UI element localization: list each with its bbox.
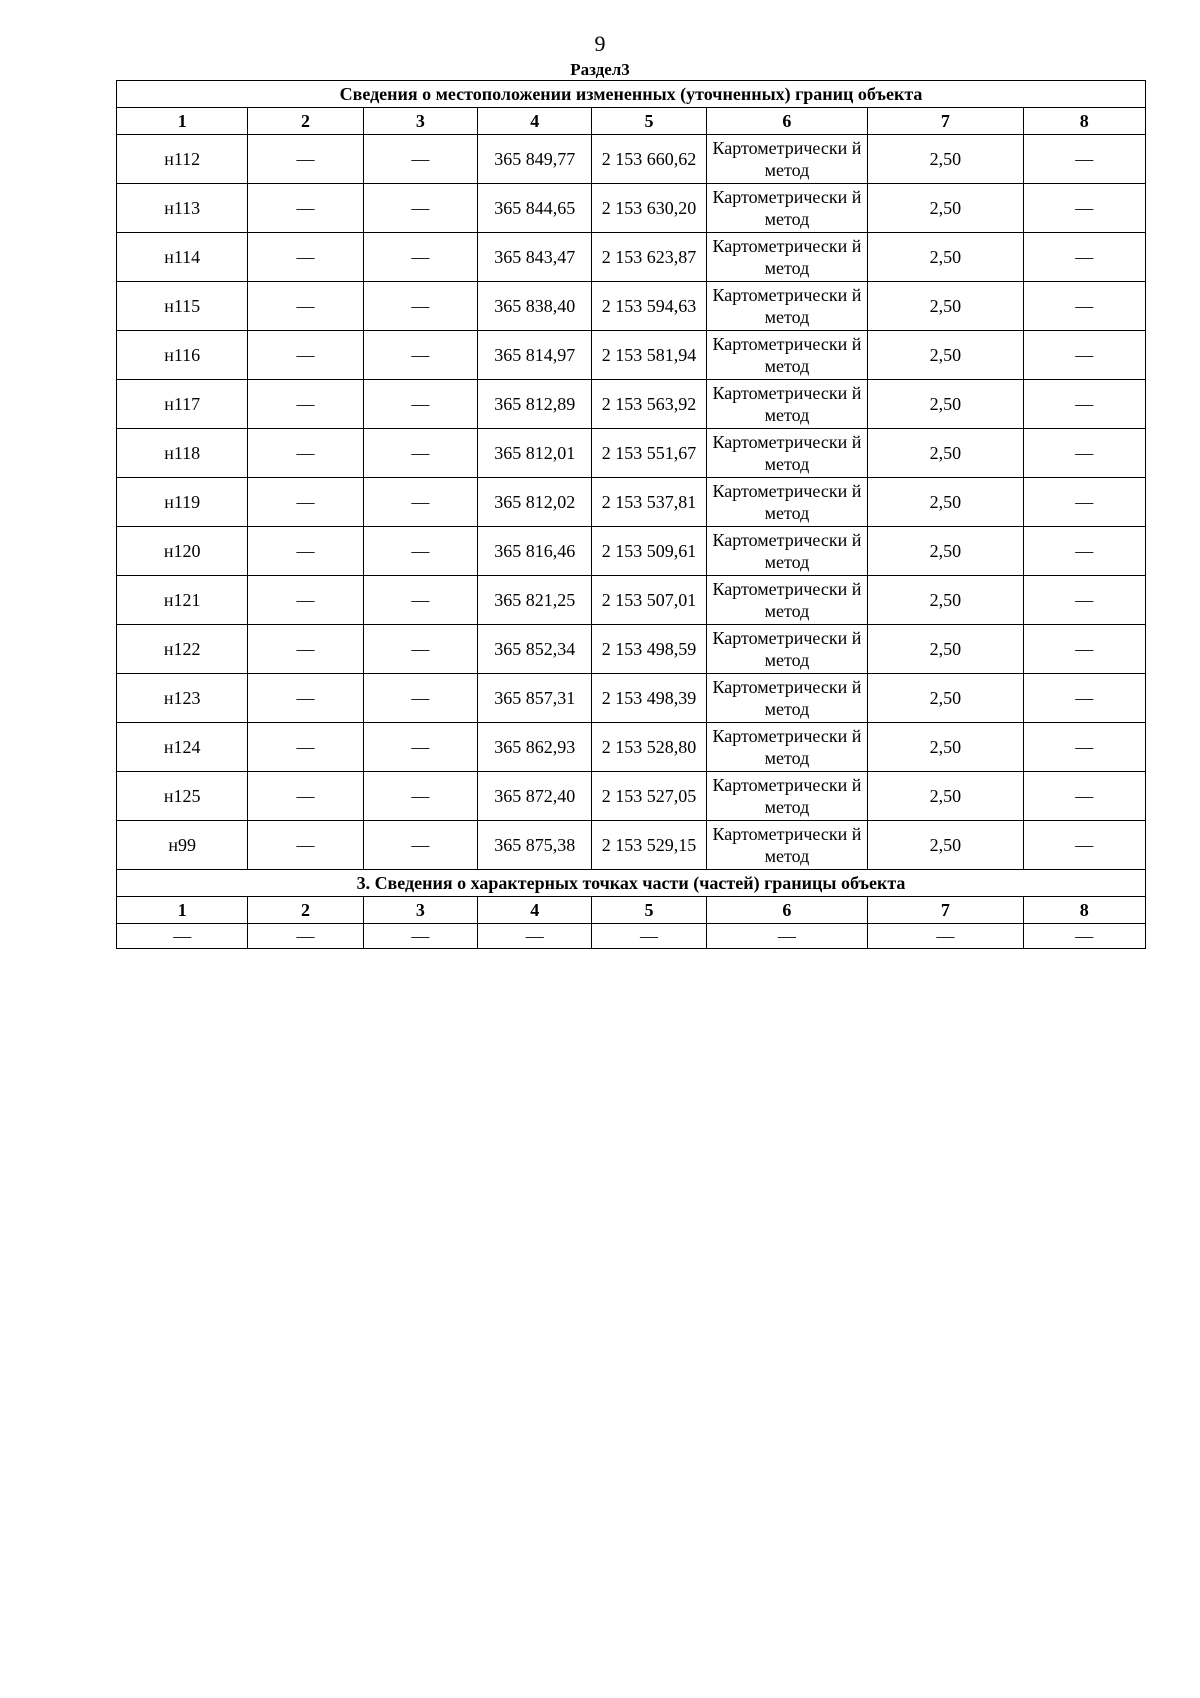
column-header: 2 — [248, 897, 363, 924]
table-cell: — — [1023, 527, 1145, 576]
table-cell: — — [706, 924, 867, 949]
table-cell: Картометрически й метод — [706, 233, 867, 282]
table-heading-changed-boundaries-cell: Сведения о местоположении измененных (уточненных) границ объекта — [117, 81, 1146, 108]
table-cell: 2,50 — [868, 625, 1023, 674]
table-cell: — — [1023, 135, 1145, 184]
table-cell: — — [248, 772, 363, 821]
table-cell: Картометрически й метод — [706, 625, 867, 674]
table-row — [117, 625, 1146, 674]
table-cell: 2 153 563,92 — [592, 380, 706, 429]
table-cell: — — [363, 723, 477, 772]
table-cell: Картометрически й метод — [706, 429, 867, 478]
column-header: 2 — [248, 108, 363, 135]
table-cell: н114 — [117, 233, 248, 282]
table-cell: — — [248, 380, 363, 429]
table-cell: — — [1023, 184, 1145, 233]
table-cell: — — [478, 924, 592, 949]
table-cell: — — [248, 527, 363, 576]
table-cell: — — [1023, 723, 1145, 772]
table-cell: н121 — [117, 576, 248, 625]
table-cell: 365 857,31 — [478, 674, 592, 723]
table-cell: 2 153 551,67 — [592, 429, 706, 478]
table-cell: — — [363, 625, 477, 674]
column-header: 1 — [117, 108, 248, 135]
table-cell: н119 — [117, 478, 248, 527]
table-cell: Картометрически й метод — [706, 331, 867, 380]
table-cell: н124 — [117, 723, 248, 772]
table-row — [117, 576, 1146, 625]
table-cell: н99 — [117, 821, 248, 870]
table-row — [117, 380, 1146, 429]
table-cell: — — [1023, 772, 1145, 821]
table-cell: 2 153 528,80 — [592, 723, 706, 772]
table-cell: 365 838,40 — [478, 282, 592, 331]
boundary-points-table — [116, 80, 1146, 949]
table-cell: — — [1023, 576, 1145, 625]
table-cell: Картометрически й метод — [706, 282, 867, 331]
table-cell: Картометрически й метод — [706, 135, 867, 184]
table-cell: — — [248, 135, 363, 184]
table-cell: н118 — [117, 429, 248, 478]
table-cell: — — [1023, 282, 1145, 331]
table-cell: — — [1023, 233, 1145, 282]
table-cell: 2,50 — [868, 282, 1023, 331]
column-header: 5 — [592, 897, 706, 924]
table-cell: 2 153 498,39 — [592, 674, 706, 723]
table-cell: н117 — [117, 380, 248, 429]
table-cell: 2,50 — [868, 723, 1023, 772]
table-row — [117, 674, 1146, 723]
table-row — [117, 527, 1146, 576]
column-header: 4 — [478, 108, 592, 135]
table-cell: — — [248, 924, 363, 949]
table-cell: н125 — [117, 772, 248, 821]
table-cell: — — [117, 924, 248, 949]
table-cell: 2,50 — [868, 527, 1023, 576]
table-cell: — — [363, 478, 477, 527]
table-cell: 365 875,38 — [478, 821, 592, 870]
column-number-row — [117, 108, 1146, 135]
table-cell: — — [363, 380, 477, 429]
table-cell: 2,50 — [868, 184, 1023, 233]
table-cell: 2,50 — [868, 674, 1023, 723]
section-title: Раздел3 — [570, 60, 630, 79]
table-cell: Картометрически й метод — [706, 674, 867, 723]
table-cell: — — [363, 772, 477, 821]
column-header: 6 — [706, 108, 867, 135]
table-cell: 2 153 660,62 — [592, 135, 706, 184]
table-row — [117, 184, 1146, 233]
column-header: 7 — [868, 897, 1023, 924]
table-cell: — — [1023, 478, 1145, 527]
table-cell: н112 — [117, 135, 248, 184]
page-number: 9 — [594, 31, 606, 56]
column-header: 4 — [478, 897, 592, 924]
table-cell: — — [868, 924, 1023, 949]
column-header: 3 — [363, 897, 477, 924]
table-cell: 365 812,02 — [478, 478, 592, 527]
table-cell: — — [248, 723, 363, 772]
table-cell: Картометрически й метод — [706, 527, 867, 576]
table-cell: — — [248, 429, 363, 478]
table-cell: 365 849,77 — [478, 135, 592, 184]
column-number-row — [117, 897, 1146, 924]
table-cell: н120 — [117, 527, 248, 576]
table-cell: — — [248, 821, 363, 870]
table-cell: н113 — [117, 184, 248, 233]
column-header: 8 — [1023, 108, 1145, 135]
table-cell: 365 844,65 — [478, 184, 592, 233]
table-cell: — — [1023, 625, 1145, 674]
table-cell: — — [363, 674, 477, 723]
table-row — [117, 331, 1146, 380]
table-heading-part-points-cell: 3. Сведения о характерных точках части (частей) границы объекта — [117, 870, 1146, 897]
table-heading-part-points — [117, 870, 1146, 897]
table-cell: 365 821,25 — [478, 576, 592, 625]
table-cell: Картометрически й метод — [706, 821, 867, 870]
table-cell: 2 153 509,61 — [592, 527, 706, 576]
table-cell: 2 153 594,63 — [592, 282, 706, 331]
table-cell: 2,50 — [868, 135, 1023, 184]
table-cell: — — [363, 527, 477, 576]
table-cell: — — [363, 184, 477, 233]
table-row — [117, 135, 1146, 184]
table-cell: Картометрически й метод — [706, 576, 867, 625]
table-cell: 2 153 537,81 — [592, 478, 706, 527]
table-cell: 365 812,01 — [478, 429, 592, 478]
table-cell: Картометрически й метод — [706, 772, 867, 821]
table-cell: — — [363, 576, 477, 625]
table-cell: — — [1023, 821, 1145, 870]
table-row — [117, 233, 1146, 282]
table-cell: — — [248, 233, 363, 282]
table-cell: 365 872,40 — [478, 772, 592, 821]
table-cell: Картометрически й метод — [706, 380, 867, 429]
table-cell: — — [1023, 380, 1145, 429]
table-cell: — — [592, 924, 706, 949]
table-cell: — — [363, 429, 477, 478]
table-heading-changed-boundaries — [117, 81, 1146, 108]
table-cell: — — [248, 674, 363, 723]
table-cell: 2,50 — [868, 821, 1023, 870]
column-header: 7 — [868, 108, 1023, 135]
table-cell: — — [248, 282, 363, 331]
table-cell: н122 — [117, 625, 248, 674]
table-cell: 365 862,93 — [478, 723, 592, 772]
table-cell: — — [363, 821, 477, 870]
table-cell: — — [248, 625, 363, 674]
table-cell: — — [1023, 924, 1145, 949]
column-header: 1 — [117, 897, 248, 924]
table-cell: — — [1023, 674, 1145, 723]
column-header: 6 — [706, 897, 867, 924]
column-header: 8 — [1023, 897, 1145, 924]
table-cell: н123 — [117, 674, 248, 723]
table-cell: 2,50 — [868, 772, 1023, 821]
table-cell: Картометрически й метод — [706, 478, 867, 527]
table-cell: — — [248, 478, 363, 527]
table-cell: 365 812,89 — [478, 380, 592, 429]
table-cell: н116 — [117, 331, 248, 380]
table-cell: — — [248, 576, 363, 625]
table-row — [117, 282, 1146, 331]
table-row — [117, 723, 1146, 772]
table-cell: 2,50 — [868, 478, 1023, 527]
table-cell: 2 153 527,05 — [592, 772, 706, 821]
table-row — [117, 478, 1146, 527]
table-cell: 2 153 623,87 — [592, 233, 706, 282]
table-row — [117, 772, 1146, 821]
table-cell: Картометрически й метод — [706, 184, 867, 233]
table-row — [117, 821, 1146, 870]
table-cell: — — [1023, 429, 1145, 478]
table-cell: 365 814,97 — [478, 331, 592, 380]
table-cell: — — [1023, 331, 1145, 380]
table-cell: — — [248, 331, 363, 380]
table-cell: 2,50 — [868, 576, 1023, 625]
column-header: 5 — [592, 108, 706, 135]
table-cell: 2 153 630,20 — [592, 184, 706, 233]
table-cell: — — [363, 282, 477, 331]
table-cell: 2 153 529,15 — [592, 821, 706, 870]
table-cell: 2,50 — [868, 331, 1023, 380]
table-cell: н115 — [117, 282, 248, 331]
table-cell: 2,50 — [868, 429, 1023, 478]
table-cell: — — [363, 233, 477, 282]
table-cell: 2,50 — [868, 233, 1023, 282]
table-cell: — — [363, 331, 477, 380]
table-cell: — — [248, 184, 363, 233]
table-cell: — — [363, 924, 477, 949]
table-cell: — — [363, 135, 477, 184]
table-cell: 365 816,46 — [478, 527, 592, 576]
table-cell: 2,50 — [868, 380, 1023, 429]
table-cell: 2 153 581,94 — [592, 331, 706, 380]
table-row — [117, 924, 1146, 949]
table-cell: Картометрически й метод — [706, 723, 867, 772]
table-cell: 365 852,34 — [478, 625, 592, 674]
table-cell: 2 153 507,01 — [592, 576, 706, 625]
column-header: 3 — [363, 108, 477, 135]
table-cell: 365 843,47 — [478, 233, 592, 282]
table-cell: 2 153 498,59 — [592, 625, 706, 674]
table-row — [117, 429, 1146, 478]
